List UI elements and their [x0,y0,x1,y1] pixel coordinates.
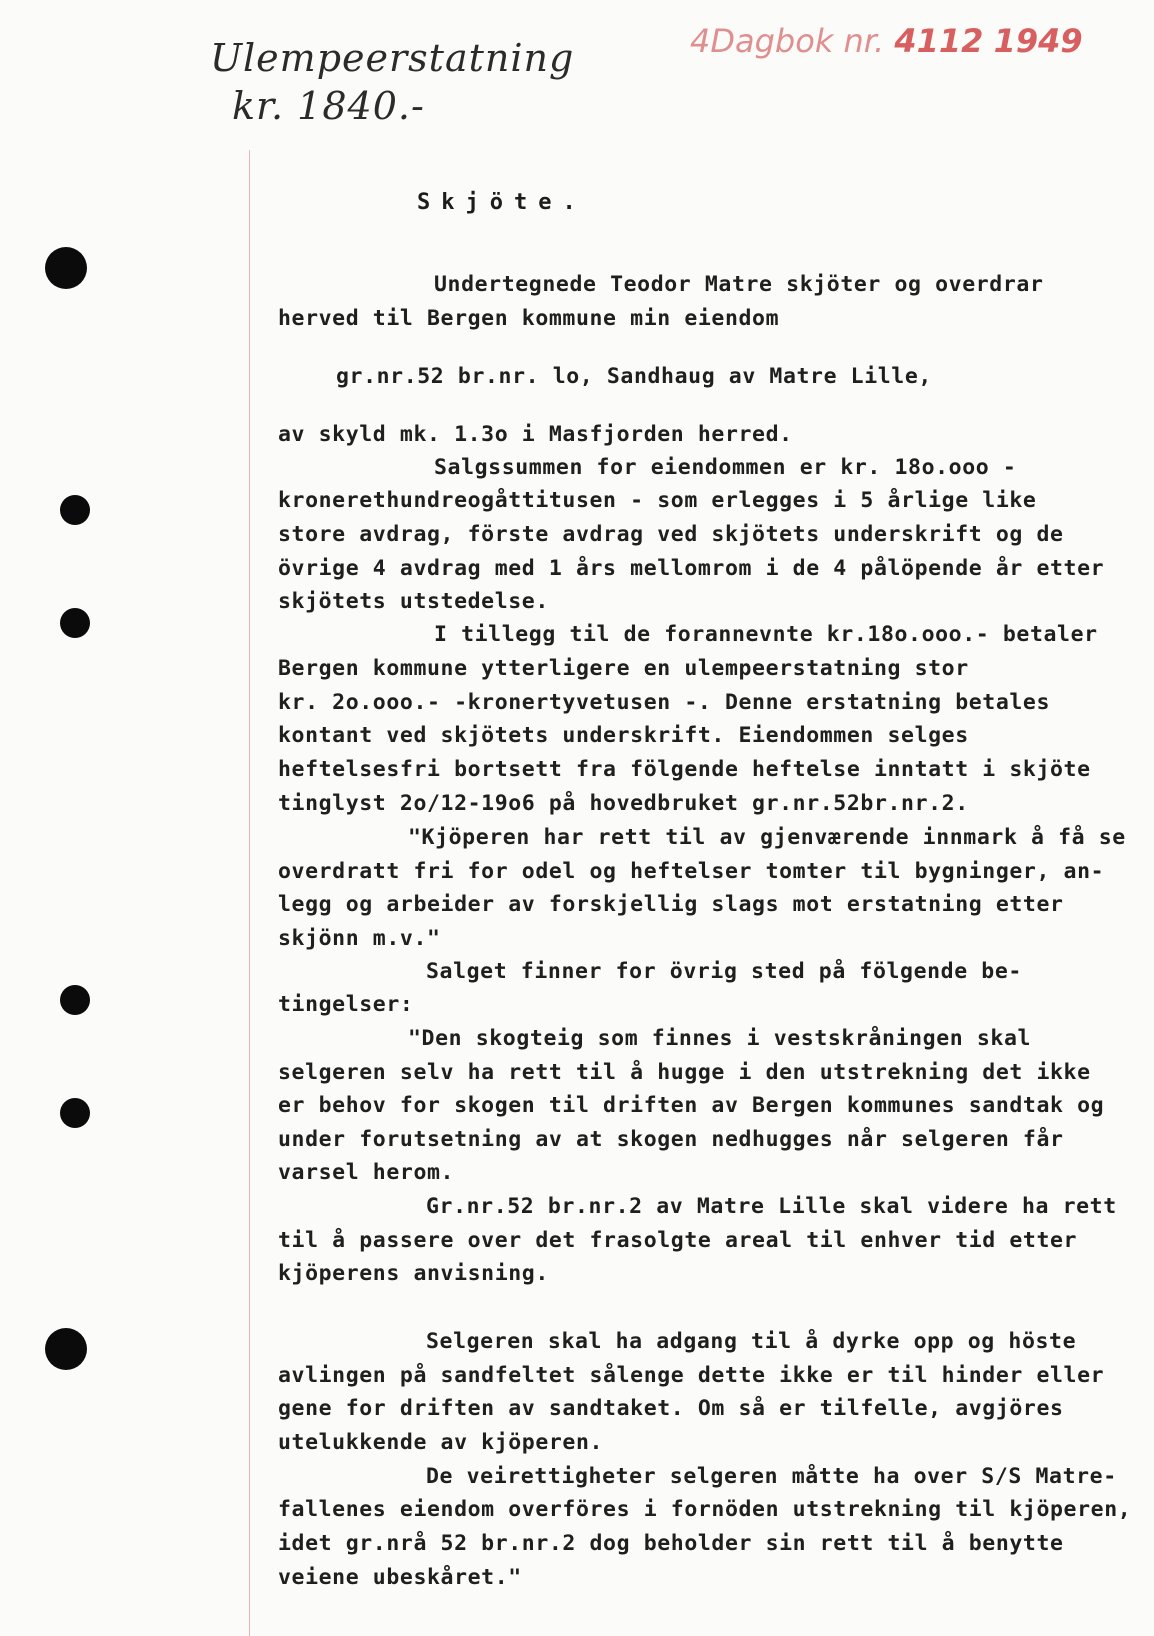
punch-hole [45,1328,87,1370]
text-line: Salget finner for övrig sted på fölgende be- [426,959,1022,984]
punch-hole [60,495,90,525]
text-line: Bergen kommune ytterligere en ulempeerstatning stor [278,656,969,681]
text-line: gr.nr.52 br.nr. lo, Sandhaug av Matre Lille, [336,364,932,389]
text-line: De veirettigheter selgeren måtte ha over S/S Matre- [426,1464,1117,1489]
text-line: Selgeren skal ha adgang til å dyrke opp og höste [426,1329,1077,1354]
text-line: tinglyst 2o/12-19o6 på hovedbruket gr.nr.52br.nr.2. [278,791,969,816]
text-line: tingelser: [278,992,414,1017]
text-line: veiene ubeskåret." [278,1565,522,1590]
text-line: Salgssummen for eiendommen er kr. 18o.ooo - [434,455,1017,480]
punch-hole [60,1098,90,1128]
text-line: idet gr.nrå 52 br.nr.2 dog beholder sin rett til å benytte [278,1531,1064,1556]
stamp-year: 1949 [993,22,1083,60]
text-line: kontant ved skjötets underskrift. Eiendommen selges [278,723,969,748]
text-line: "Den skogteig som finnes i vestskråningen skal [408,1026,1032,1051]
punch-hole [45,247,87,289]
document-title: Skjöte. [417,190,587,215]
text-line: gene for driften av sandtaket. Om så er tilfelle, avgjöres [278,1396,1064,1421]
text-line: Gr.nr.52 br.nr.2 av Matre Lille skal videre ha rett [426,1194,1117,1219]
text-line: herved til Bergen kommune min eiendom [278,306,780,331]
text-line: kronerethundreogåttitusen - som erlegges i 5 årlige like [278,488,1037,513]
text-line: legg og arbeider av forskjellig slags mot erstatning etter [278,892,1064,917]
punch-hole [60,608,90,638]
text-line: "Kjöperen har rett til av gjenværende innmark å få se [408,825,1126,850]
text-line: store avdrag, förste avdrag ved skjötets underskrift og de [278,522,1064,547]
text-line: I tillegg til de forannevnte kr.18o.ooo.- betaler [434,622,1098,647]
text-line: selgeren selv ha rett til å hugge i den utstrekning det ikke [278,1060,1091,1085]
text-line: Undertegnede Teodor Matre skjöter og overdrar [434,272,1044,297]
text-line: skjötets utstedelse. [278,589,549,614]
text-line: varsel herom. [278,1160,455,1185]
text-line: kjöperens anvisning. [278,1261,549,1286]
text-line: til å passere over det frasolgte areal til enhver tid etter [278,1228,1078,1253]
text-line: övrige 4 avdrag med 1 års mellomrom i de 4 pålöpende år etter [278,556,1105,581]
text-line: avlingen på sandfeltet sålenge dette ikke er til hinder eller [278,1363,1105,1388]
stamp-number: 4112 [894,22,984,60]
text-line: kr. 2o.ooo.- -kronertyvetusen -. Denne erstatning betales [278,690,1051,715]
text-line: skjönn m.v." [278,926,441,951]
handwritten-note-line1: Ulempeerstatning [210,36,575,80]
text-line: er behov for skogen til driften av Bergen kommunes sandtak og [278,1093,1105,1118]
text-line: heftelsesfri bortsett fra fölgende heftelse inntatt i skjöte [278,757,1091,782]
text-line: av skyld mk. 1.3o i Masfjorden herred. [278,422,793,447]
margin-rule [249,150,250,1636]
text-line: fallenes eiendom overföres i fornöden utstrekning til kjöperen, [278,1497,1132,1522]
text-line: overdratt fri for odel og heftelser tomter til bygninger, an- [278,859,1105,884]
punch-hole [60,985,90,1015]
stamp-label: Dagbok nr. [710,22,885,60]
text-line: utelukkende av kjöperen. [278,1430,604,1455]
handwritten-note-line2: kr. 1840.- [232,84,425,128]
text-line: under forutsetning av at skogen nedhugges når selgeren får [278,1127,1064,1152]
diary-stamp [690,22,1083,60]
stamp-prefix: 4 [690,22,711,60]
